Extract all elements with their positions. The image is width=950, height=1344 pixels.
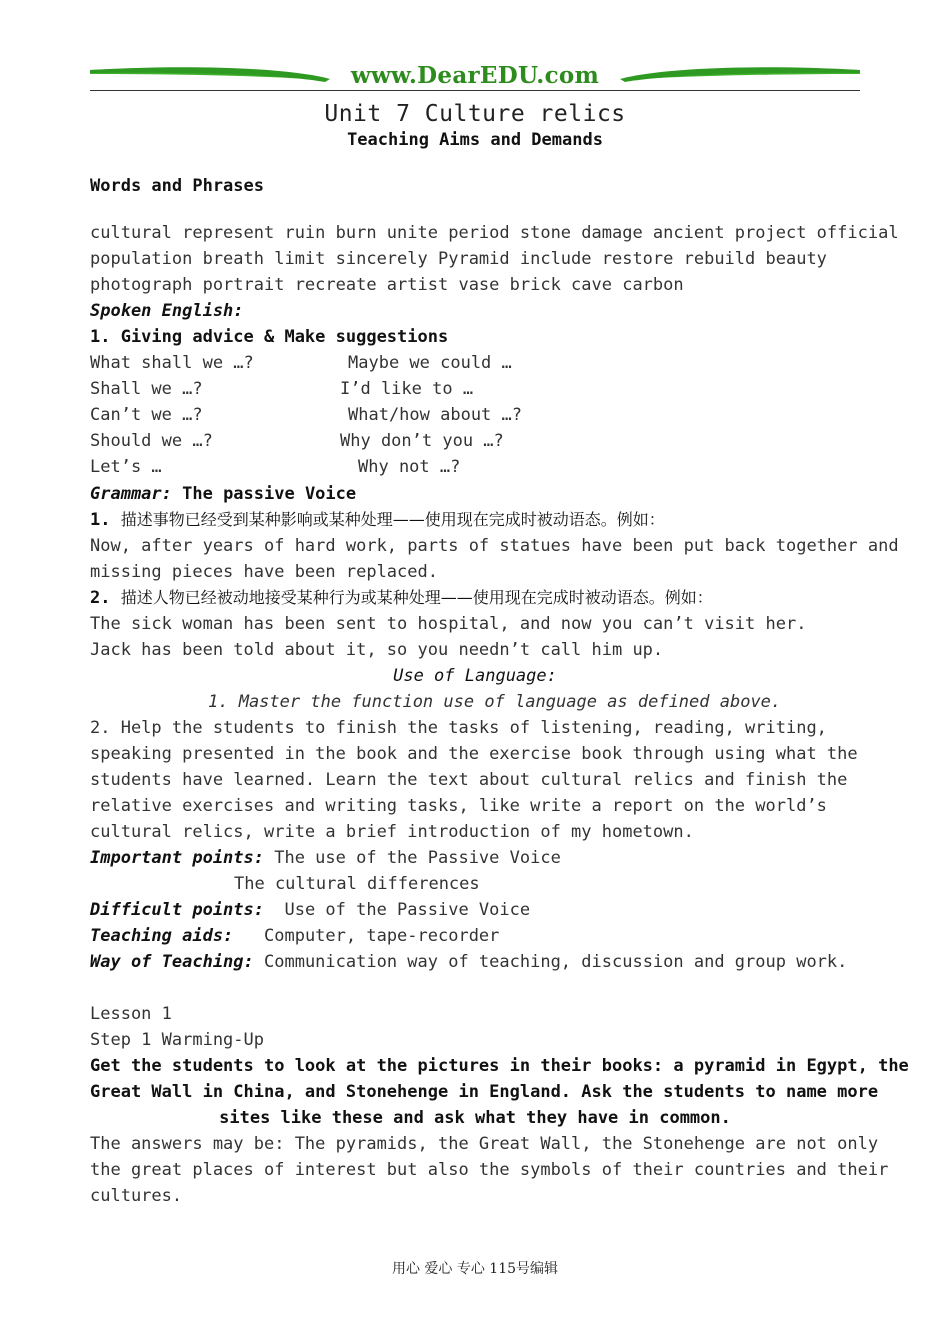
page-footer: 用心 爱心 专心 115号编辑	[391, 1261, 559, 1277]
site-logo-text: www.DearEDU.com	[350, 62, 600, 89]
advice-right: What/how about …?	[348, 405, 522, 425]
warmup-line: Get the students to look at the pictures in their books: a pyramid in Egypt, the	[90, 1056, 909, 1076]
header-rule	[90, 90, 860, 91]
advice-left: What shall we …?	[90, 353, 254, 373]
answer-line: cultures.	[90, 1186, 183, 1206]
example-line: Jack has been told about it, so you needn’t call him up.	[90, 640, 664, 660]
important-text-2: The cultural differences	[234, 874, 480, 894]
advice-left: Should we …?	[90, 431, 213, 451]
grammar-rule-2	[90, 585, 713, 611]
grammar-heading	[90, 481, 356, 507]
important-label: Important points:	[90, 848, 264, 868]
grammar-label: Grammar:	[90, 484, 172, 504]
advice-heading: 1. Giving advice & Make suggestions	[90, 327, 449, 347]
words-heading: Words and Phrases	[90, 176, 264, 196]
aids-label: Teaching aids:	[90, 926, 234, 946]
example-line: The sick woman has been sent to hospital, and now you can’t visit her.	[90, 614, 807, 634]
advice-right: Maybe we could …	[348, 353, 512, 373]
difficult-points	[90, 897, 530, 923]
teaching-aids	[90, 923, 499, 949]
advice-left: Shall we …?	[90, 379, 203, 399]
advice-right: Why not …?	[358, 457, 461, 477]
example-line: missing pieces have been replaced.	[90, 562, 438, 582]
site-logo-banner	[90, 62, 860, 92]
important-text: The use of the Passive Voice	[264, 848, 561, 868]
way-label: Way of Teaching:	[90, 952, 254, 972]
answer-line: the great places of interest but also the symbols of their countries and their	[90, 1160, 889, 1180]
use-heading: Use of Language:	[393, 666, 557, 686]
use-item-2-line: relative exercises and writing tasks, like write a report on the world’s	[90, 796, 827, 816]
advice-right: Why don’t you …?	[340, 431, 504, 451]
use-item-2-line: cultural relics, write a brief introduction of my hometown.	[90, 822, 694, 842]
grammar-rule-number: 1.	[90, 510, 111, 530]
lesson-title: Lesson 1	[90, 1004, 172, 1024]
grammar-text: The passive Voice	[171, 484, 357, 504]
aids-text: Computer, tape-recorder	[233, 926, 500, 946]
use-item-2-line: students have learned. Learn the text about cultural relics and finish the	[90, 770, 848, 790]
difficult-label: Difficult points:	[90, 900, 264, 920]
important-points	[90, 845, 561, 871]
use-item-2-line: speaking presented in the book and the exercise book through using what the	[90, 744, 858, 764]
grammar-rule-text: 描述人物已经被动地接受某种行为或某种处理——使用现在完成时被动语态。例如：	[120, 588, 713, 607]
advice-left: Can’t we …?	[90, 405, 203, 425]
use-item-2-line: 2. Help the students to finish the tasks of listening, reading, writing,	[90, 718, 827, 738]
spoken-heading: Spoken English:	[90, 301, 244, 321]
advice-left: Let’s …	[90, 457, 162, 477]
page-subtitle: Teaching Aims and Demands	[347, 130, 603, 150]
advice-right: I’d like to …	[340, 379, 474, 399]
warmup-line: sites like these and ask what they have in common.	[219, 1108, 731, 1128]
answer-line: The answers may be: The pyramids, the Great Wall, the Stonehenge are not only	[90, 1134, 879, 1154]
words-line: photograph portrait recreate artist vase brick cave carbon	[90, 275, 684, 295]
example-line: Now, after years of hard work, parts of statues have been put back together and	[90, 536, 899, 556]
use-item-1: 1. Master the function use of language as defined above.	[208, 692, 782, 712]
warmup-line: Great Wall in China, and Stonehenge in England. Ask the students to name more	[90, 1082, 879, 1102]
grammar-rule-number: 2.	[90, 588, 111, 608]
way-of-teaching	[90, 949, 847, 975]
way-text: Communication way of teaching, discussion and group work.	[253, 952, 848, 972]
page-title: Unit 7 Culture relics	[324, 101, 626, 127]
grammar-rule-text: 描述事物已经受到某种影响或某种处理——使用现在完成时被动语态。例如：	[120, 510, 665, 529]
difficult-text: Use of the Passive Voice	[264, 900, 531, 920]
step-title: Step 1 Warming-Up	[90, 1030, 264, 1050]
words-line: population breath limit sincerely Pyramid include restore rebuild beauty	[90, 249, 827, 269]
words-line: cultural represent ruin burn unite period stone damage ancient project official	[90, 223, 899, 243]
grammar-rule-1	[90, 507, 665, 533]
